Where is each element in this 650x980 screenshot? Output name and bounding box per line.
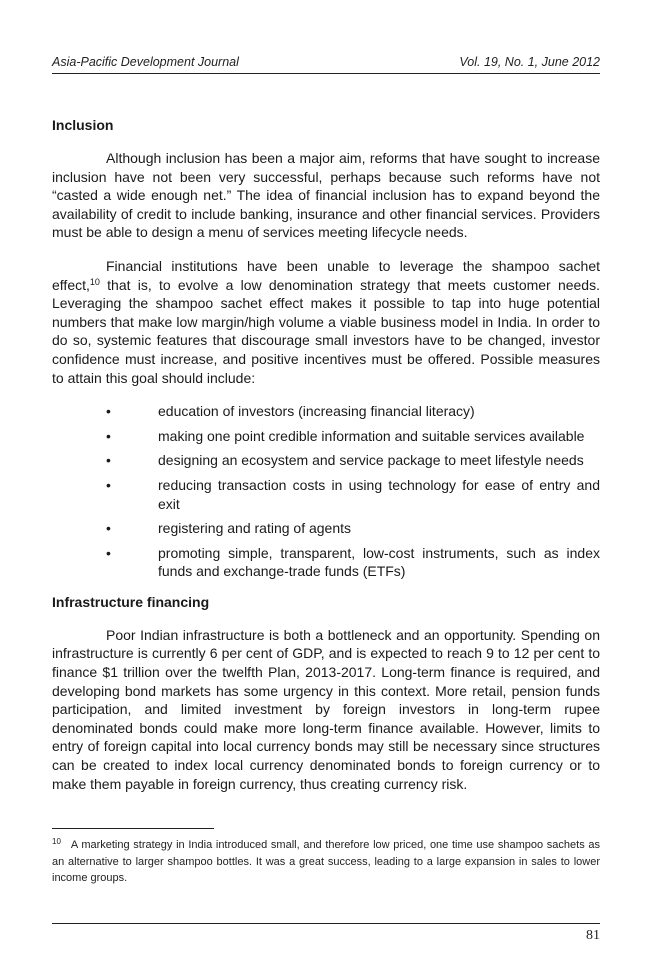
list-item-text: promoting simple, transparent, low-cost instruments, such as index funds and exchange-trade funds (ETFs) <box>158 544 600 580</box>
bullet-icon: • <box>106 544 111 561</box>
footnote-reference[interactable]: 10 <box>89 276 100 287</box>
header-divider <box>52 73 600 74</box>
journal-title: Asia-Pacific Development Journal <box>52 55 239 69</box>
running-header <box>52 55 600 69</box>
list-item-text: reducing transaction costs in using technology for ease of entry and exit <box>158 476 600 512</box>
paragraph-text-after-ref: that is, to evolve a low denomination strategy that meets customer needs. Leveraging the shampoo sachet effect makes it possible to tap into huge potential numbers that make low margin/high volume a viable business model in India. In order to do so, systemic features that discourage small investors have to be changed, investor confidence must increase, and positive incentives must be offered. Possible measures to attain this goal should include: <box>52 276 600 386</box>
issue-info: Vol. 19, No. 1, June 2012 <box>459 55 600 69</box>
bullet-icon: • <box>106 476 111 493</box>
paragraph-infrastructure-1: Poor Indian infrastructure is both a bottleneck and an opportunity. Spending on infrastructure is currently 6 per cent of GDP, and is expected to reach 9 to 12 per cent to finance $1 trillion over the twelfth Plan, 2013-2017. Long-term finance is required, and developing bond markets has some urgency in this context. More retail, pension funds participation, and limited investment by foreign investors in long-term rupee denominated bonds could make more long-term finance available. However, limits to entry of foreign capital into local currency bonds may still be necessary since structures can be created to index local currency denominated bonds to foreign currency or to make them payable in foreign currency, thus creating currency risk. <box>52 626 600 792</box>
footnote-number: 10 <box>52 837 61 846</box>
list-item-text: designing an ecosystem and service package to meet lifestyle needs <box>158 452 584 469</box>
list-item <box>52 544 600 581</box>
list-item <box>52 476 600 513</box>
list-item-text: registering and rating of agents <box>158 520 352 537</box>
list-item <box>52 402 600 421</box>
bullet-icon: • <box>106 452 111 469</box>
article-body <box>52 116 600 808</box>
footnote-divider <box>52 828 214 829</box>
bullet-icon: • <box>106 520 111 537</box>
list-item-text: education of investors (increasing financial literacy) <box>158 403 475 420</box>
section-heading-inclusion: Inclusion <box>52 117 114 133</box>
list-item <box>52 451 600 470</box>
list-item <box>52 427 600 446</box>
measures-list <box>52 402 600 581</box>
paragraph-inclusion-2 <box>52 257 600 387</box>
journal-page <box>52 0 600 980</box>
footnote <box>52 837 600 887</box>
paragraph-text-before-ref: Financial institutions have been unable to leverage the shampoo sachet effect, <box>52 257 600 293</box>
page-number: 81 <box>586 928 600 943</box>
list-item-text: making one point credible information and suitable services available <box>158 427 585 444</box>
bullet-icon: • <box>106 427 111 444</box>
paragraph-inclusion-1: Although inclusion has been a major aim, reforms that have sought to increase inclusion have not been very successful, perhaps because such reforms have not “casted a wide enough net.” The idea of financial inclusion has to expand beyond the availability of credit to include banking, insurance and other financial services. Providers must be able to design a menu of services meeting lifecycle needs. <box>52 150 600 241</box>
section-heading-infrastructure: Infrastructure financing <box>52 593 210 610</box>
bullet-icon: • <box>106 403 111 420</box>
list-item <box>52 519 600 538</box>
footnote-text: A marketing strategy in India introduced small, and therefore low priced, one time use shampoo sachets as an alternative to larger shampoo bottles. It was a great success, leading to a large expansion in sales to lower income groups. <box>52 839 600 884</box>
footer-divider <box>52 923 600 924</box>
